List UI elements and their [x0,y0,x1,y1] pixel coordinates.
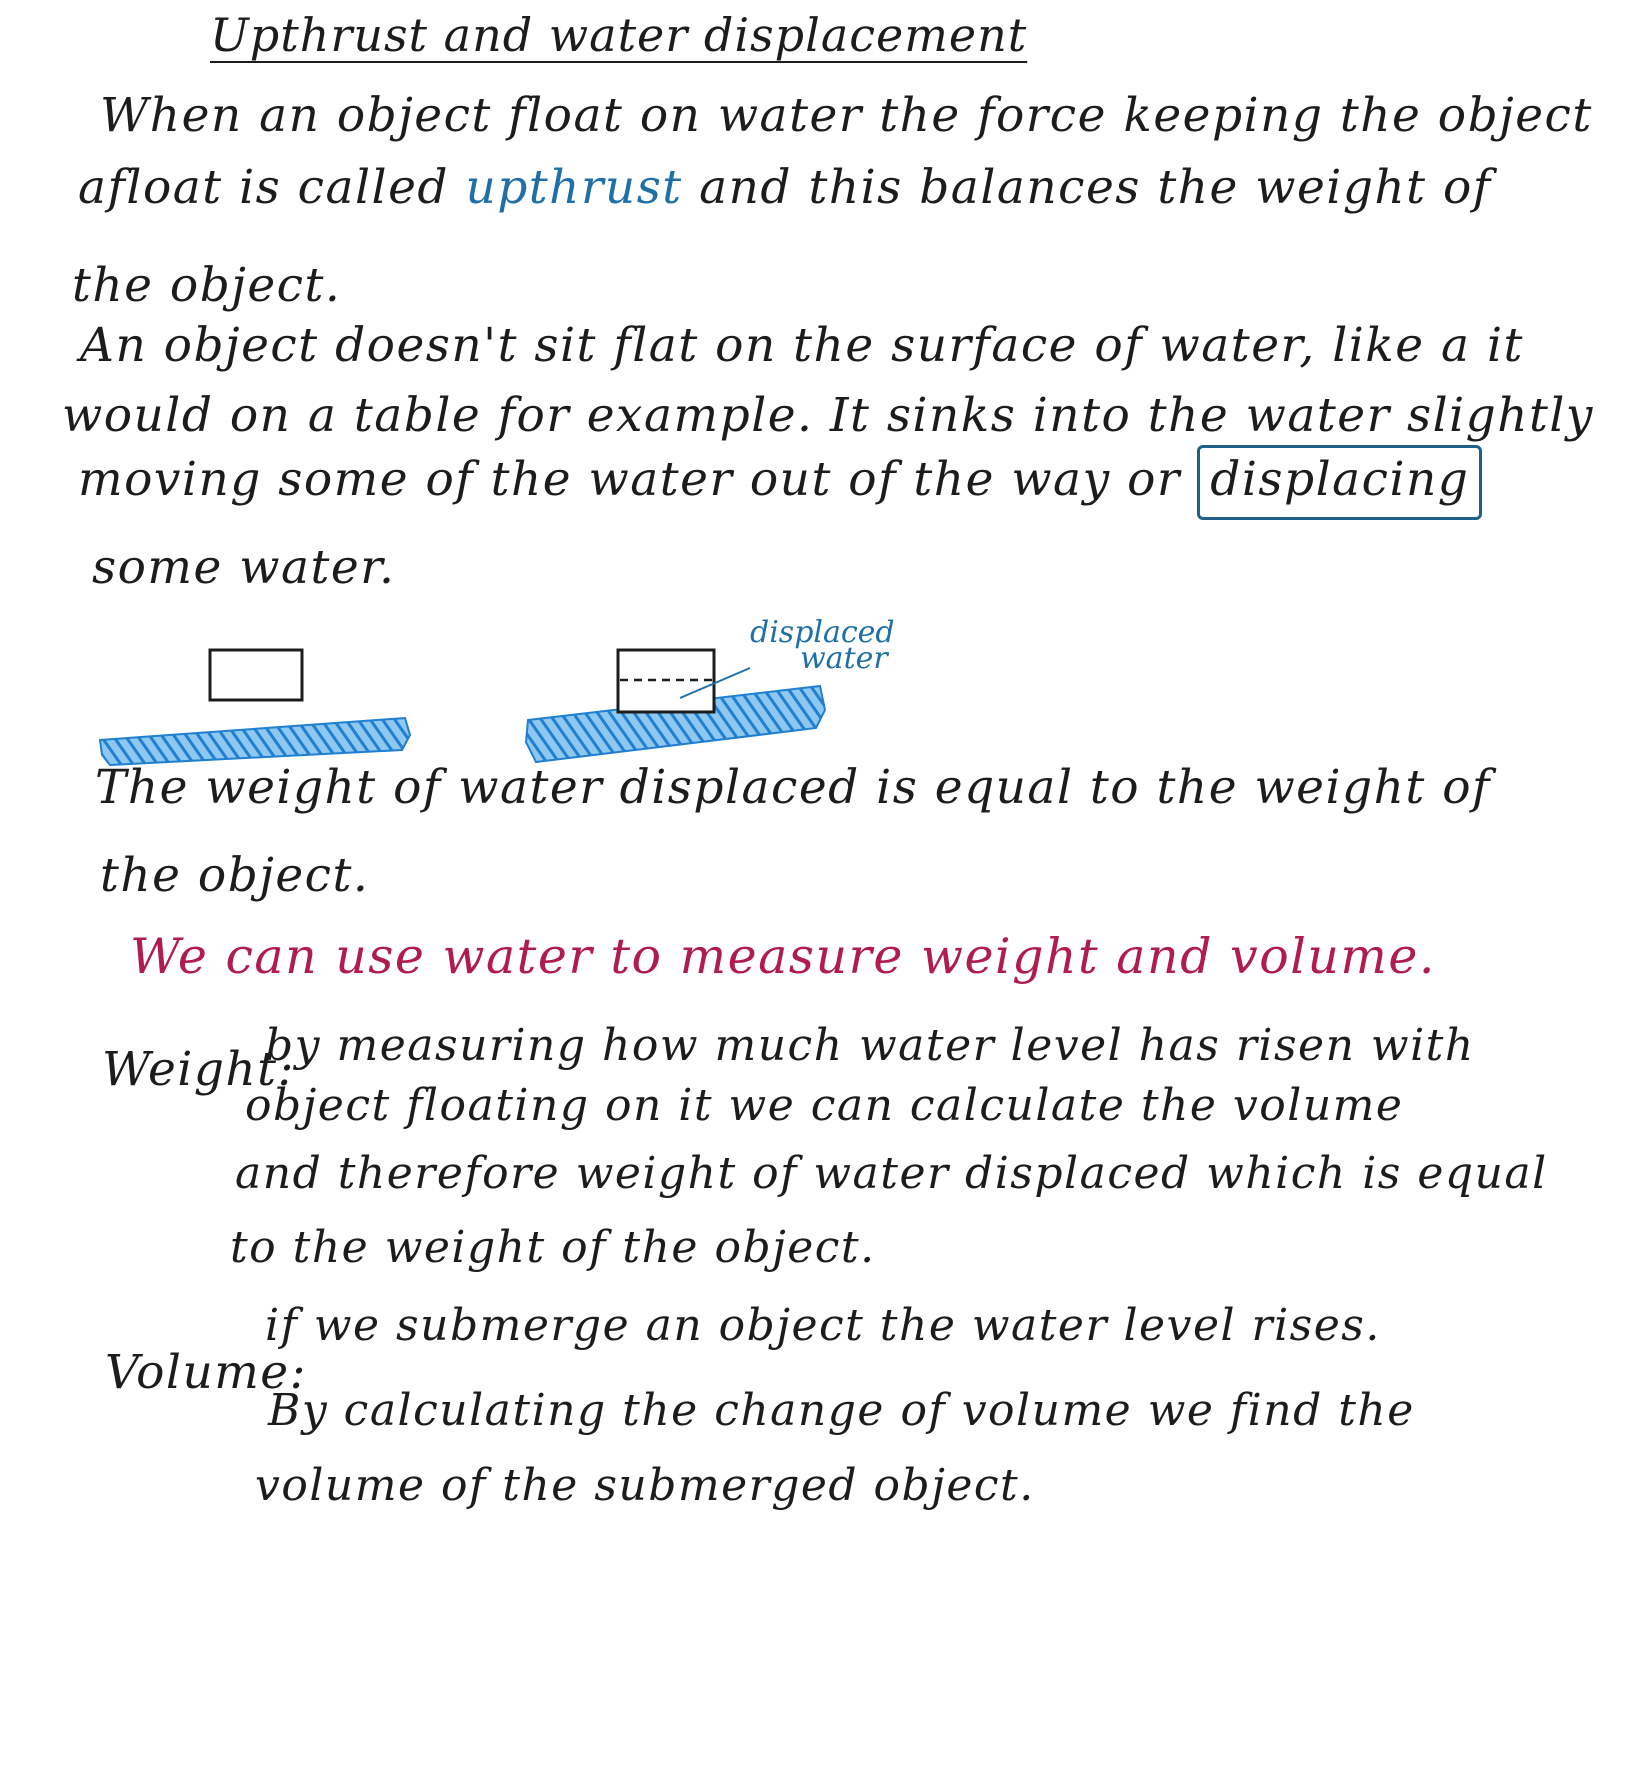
paragraph1-line3: the object. [72,258,342,313]
floating-object-left [210,650,302,700]
paragraph2-line3-prefix: moving some of the water out of the way or [78,452,1198,507]
paragraph3-line2: the object. [100,848,370,903]
weight-line3: and therefore weight of water displaced which is equal [235,1148,1548,1199]
displaced-label-line1: displaced [750,615,895,650]
paragraph1-line2-prefix: afloat is called [78,160,466,215]
page-title: Upthrust and water displacement [210,8,1028,62]
paragraph2-line2: would on a table for example. It sinks into the water slightly [62,388,1594,443]
weight-label: Weight: [102,1042,295,1097]
weight-line1: by measuring how much water level has risen with [265,1020,1475,1071]
paragraph1-line1: When an object float on water the force keeping the object [100,88,1593,143]
weight-line4: to the weight of the object. [230,1222,876,1273]
measure-heading: We can use water to measure weight and volume. [130,928,1436,985]
volume-line1: if we submerge an object the water level rises. [265,1300,1381,1351]
volume-line3: volume of the submerged object. [255,1460,1035,1511]
paragraph2-line1: An object doesn't sit flat on the surface of water, like a it [80,318,1524,373]
paragraph2-line3 [78,445,1482,520]
paragraph3-line1: The weight of water displaced is equal to the weight of [95,760,1491,815]
paragraph1-line2 [78,160,1492,215]
displacing-term-box: displacing [1197,445,1482,520]
upthrust-term: upthrust [465,160,683,215]
weight-line2: object floating on it we can calculate the volume [245,1080,1404,1131]
object-box-left [210,650,302,700]
water-surface-left [100,718,410,765]
displaced-label-line2: water [800,641,888,676]
floating-object-right [618,650,714,712]
volume-line2: By calculating the change of volume we find the [268,1385,1415,1436]
water-hatch-left [100,718,410,765]
paragraph2-line4: some water. [92,540,396,595]
volume-label: Volume: [105,1345,307,1400]
paragraph1-line2-suffix: and this balances the weight of [682,160,1492,215]
